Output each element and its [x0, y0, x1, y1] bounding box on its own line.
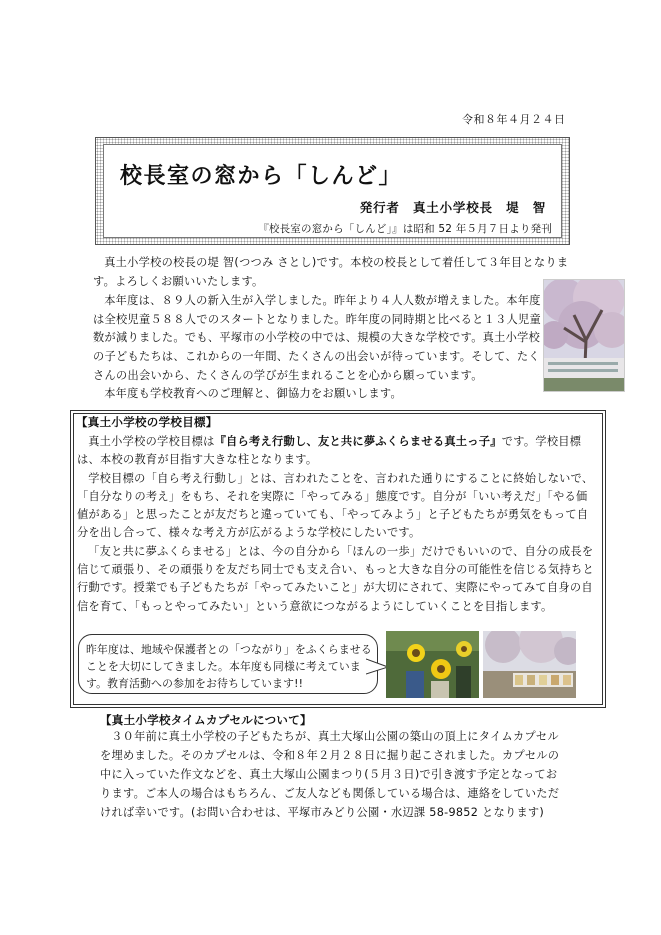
- park-cherry-photo: [483, 631, 576, 698]
- newsletter-title: 校長室の窓から「しんど」: [120, 164, 403, 189]
- intro-text-3: 本年度も学校教育へのご理解と、御協力をお願いします。: [104, 387, 402, 400]
- school-goal-heading: 【真土小学校の学校目標】: [76, 415, 218, 429]
- children-sunflower-photo: [386, 631, 479, 698]
- bubble-line-3: す。教育活動への参加をお待ちしています!!: [86, 677, 304, 690]
- goal-intro-tail: です。学校目標は、本校の教育が目指す大きな柱となります。: [77, 435, 582, 467]
- masthead-panel: [103, 144, 562, 238]
- school-goal-paragraph-1: [77, 433, 597, 470]
- first-issue-note: 『校長室の窓から「しんど」』は昭和 52 年５月７日より発刊: [258, 223, 552, 235]
- cherry-blossom-school-photo: [543, 279, 625, 392]
- intro-paragraph-3: [93, 385, 571, 404]
- intro-paragraph-2: [93, 292, 541, 386]
- issue-date: 令和８年４月２４日: [462, 113, 566, 126]
- intro-text-2: 本年度は、８９人の新入生が入学しました。昨年より４人人数が増えました。本年度は全校児童５８８人でのスタートとなりました。昨年度の同時期と比べると１３人児童数が減りました。でも、平塚市の小学校の中では、規模の大きな学校です。真土小学校の子どもたちは、これからの一年間、たくさんの出会いが待っています。そして、たくさんの出会いから、たくさんの学びが生まれることを心から願っています。: [93, 294, 542, 382]
- school-goal-statement: 『自ら考え行動し、友と共に夢ふくらませる真土っ子』: [214, 435, 502, 448]
- time-capsule-heading: 【真土小学校タイムカプセルについて】: [100, 713, 312, 727]
- intro-text-1: 真土小学校の校長の堤 智(つつみ さとし)です。本校の校長として着任して３年目となります。よろしくお願いいたします。: [93, 256, 569, 288]
- bubble-line-1: 昨年度は、地域や保護者との「つながり」をふくらませる: [86, 643, 372, 656]
- bubble-line-2: ことを大切にしてきました。本年度も同様に考えていま: [86, 660, 361, 673]
- school-goal-body: [77, 433, 597, 616]
- school-goal-paragraph-2: 学校目標の「自ら考え行動し」とは、言われたことを、言われた通りにすることに終始しないで、「自分なりの考え」をもち、それを実際に「やってみる」態度です。自分が「いい考えだ」「やる価値がある」と思ったことが友だちと違っていても、「やってみよう」と子どもたちが勇気をもって自分を出し合って、様々な考え方が広がるような学校にしたいです。: [77, 471, 594, 540]
- time-capsule-body: [100, 728, 568, 823]
- intro-paragraph-1: [93, 254, 571, 291]
- speech-bubble-text: [86, 641, 376, 692]
- time-capsule-text: ３０年前に真土小学校の子どもたちが、真土大塚山公園の築山の頂上にタイムカプセルを埋めました。そのカプセルは、令和８年２月２８日に掘り起こされました。カプセルの中に入っていた作文などを、真土大塚山公園まつり(５月３日)で引き渡す予定となっております。ご本人の場合はもちろん、ご友人なども関係している場合は、連絡をしていただければ幸いです。(お問い合わせは、平塚市みどり公園・水辺課 58-9852 となります): [100, 730, 560, 819]
- publisher-line: 発行者 真土小学校長 堤 智: [359, 200, 546, 215]
- masthead: [95, 137, 570, 245]
- school-goal-paragraph-3: 「友と共に夢ふくらませる」とは、今の自分から「ほんの一歩」だけでもいいので、自分の成長を信じて頑張り、その頑張りを友だち同士でも支え合い、もっと大きな自分の可能性を信じる気持ちと行動です。授業でも子どもたちが「やってみたいこと」が大切にされて、実際にやってみて自身の自信を育て、「もっとやってみたい」という意欲につながるようにしていくことを目指します。: [77, 544, 594, 613]
- goal-intro-text: 真土小学校の学校目標は: [88, 435, 215, 448]
